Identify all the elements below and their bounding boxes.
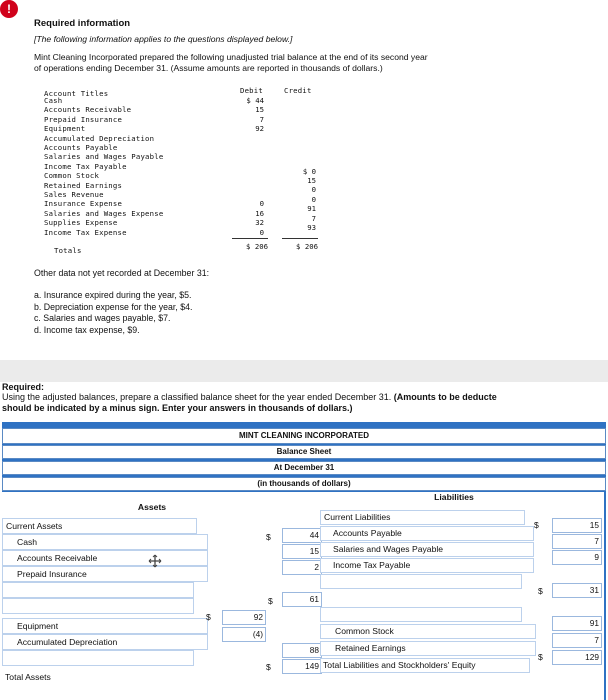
info-title: Required information (34, 18, 131, 29)
liabilities-heading: Liabilities (434, 492, 474, 502)
retained-earnings-input[interactable]: 7 (552, 633, 602, 648)
equipment-amount-input[interactable]: 92 (222, 610, 266, 625)
alert-icon: ! (0, 0, 18, 18)
total-assets-input[interactable]: 149 (282, 659, 322, 674)
statement-units: (in thousands of dollars) (2, 477, 606, 491)
ap-dollar-sign: $ (534, 520, 539, 530)
empty-liability-row[interactable] (320, 574, 522, 589)
tb-debit-value: 7 (259, 114, 264, 124)
tb-credit-value: 0 (311, 194, 316, 204)
tb-credit-value: 93 (307, 223, 316, 232)
accounts-receivable-input[interactable]: 15 (282, 544, 322, 559)
info-subtitle: [The following information applies to the questions displayed below.] (34, 34, 293, 44)
income-tax-payable-label[interactable]: Income Tax Payable (320, 558, 534, 573)
tb-account-name: Accounts Receivable (44, 105, 132, 115)
tb-account-name: Cash (44, 96, 63, 105)
tb-totals-label: Totals (54, 246, 82, 255)
total-assets-dollar-sign: $ (266, 662, 271, 672)
tb-credit-value: $ 0 (302, 166, 316, 176)
prepaid-insurance-input[interactable]: 2 (282, 560, 322, 575)
required-text-plain: Using the adjusted balances, prepare a classified balance sheet for the year ended December 31. (2, 392, 392, 402)
tb-header-credit: Credit (284, 86, 312, 95)
required-text (2, 392, 497, 402)
salaries-wages-payable-input[interactable]: 7 (552, 534, 602, 549)
tb-debit-value: 92 (255, 124, 264, 134)
tb-credit-value: 91 (307, 204, 316, 214)
tb-debit-value: 32 (255, 218, 264, 228)
tb-header-account: Account Titles (44, 89, 109, 98)
company-name: MINT CLEANING INCORPORATED (2, 428, 606, 444)
tb-debit-value: 16 (255, 208, 264, 218)
cash-dollar-sign: $ (266, 532, 271, 542)
tb-account-name: Equipment (44, 124, 86, 134)
tb-account-name: Retained Earnings (44, 180, 123, 190)
tb-account-name: Income Tax Payable (44, 161, 127, 171)
other-data-item: a. Insurance expired during the year, $5. (34, 290, 192, 300)
other-data-list (34, 290, 192, 336)
intro-line-2: of operations ending December 31. (Assume amounts are reported in thousands of dollars.) (34, 63, 383, 73)
tb-total-credit: $ 206 (296, 242, 318, 251)
tb-account-name: Accounts Payable (44, 143, 118, 152)
other-data-item: d. Income tax expense, $9. (34, 324, 140, 335)
balance-sheet (0, 422, 608, 700)
current-liabilities-total-input[interactable]: 31 (552, 583, 602, 598)
tb-credit-value: 0 (311, 185, 316, 195)
tb-debit-value: 0 (259, 227, 264, 237)
tb-account-name: Income Tax Expense (44, 227, 127, 237)
tb-debit-value: $ 44 (246, 96, 264, 105)
tb-credit-value: 15 (307, 176, 316, 185)
accumulated-depreciation-input[interactable]: (4) (222, 627, 266, 642)
current-liabilities-dollar-sign: $ (538, 586, 543, 596)
empty-liability-row[interactable] (320, 607, 522, 622)
empty-asset-row[interactable] (2, 650, 194, 666)
empty-asset-row[interactable] (2, 598, 194, 614)
tb-credit-value: 7 (311, 213, 316, 223)
salaries-wages-payable-label[interactable]: Salaries and Wages Payable (320, 542, 534, 557)
current-assets-dollar-sign: $ (268, 596, 273, 606)
tb-account-name: Salaries and Wages Payable (44, 152, 164, 162)
tb-account-name: Accumulated Depreciation (44, 133, 155, 143)
statement-date: At December 31 (2, 461, 606, 475)
current-liabilities-label: Current Liabilities (320, 510, 525, 525)
other-data-item: b. Depreciation expense for the year, $4. (34, 301, 193, 312)
common-stock-input[interactable]: 91 (552, 616, 602, 631)
assets-heading: Assets (137, 502, 167, 512)
current-assets-total-input[interactable]: 61 (282, 592, 322, 607)
required-text-bold: (Amounts to be deducte (393, 392, 497, 402)
tb-account-name: Sales Revenue (44, 190, 104, 199)
accumulated-depreciation-label[interactable]: Accumulated Depreciation (2, 634, 208, 650)
current-assets-label: Current Assets (2, 518, 197, 534)
required-text-line2: should be indicated by a minus sign. Enter your answers in thousands of dollars.) (2, 403, 353, 413)
cash-amount-input[interactable]: 44 (282, 528, 322, 543)
section-divider (0, 360, 608, 382)
tb-header-debit: Debit (240, 86, 263, 95)
retained-earnings-label[interactable]: Retained Earnings (320, 641, 536, 656)
intro-line-1: Mint Cleaning Incorporated prepared the following unadjusted trial balance at the end of its second year (34, 52, 428, 62)
equipment-dollar-sign: $ (206, 612, 211, 622)
required-label: Required: (2, 382, 45, 392)
tb-account-name: Common Stock (44, 171, 100, 181)
other-data-item: c. Salaries and wages payable, $7. (34, 313, 171, 323)
tb-account-name: Salaries and Wages Expense (44, 208, 164, 218)
total-assets-label: Total Assets (5, 672, 51, 682)
total-le-dollar-sign: $ (538, 652, 543, 662)
prepaid-insurance-label[interactable]: Prepaid Insurance (2, 566, 208, 582)
trial-balance-table (44, 86, 332, 261)
net-equipment-input[interactable]: 88 (282, 643, 322, 658)
tb-account-name: Supplies Expense (44, 218, 118, 228)
tb-account-name: Insurance Expense (44, 199, 123, 209)
tb-account-name: Prepaid Insurance (44, 114, 123, 124)
other-data-heading: Other data not yet recorded at December 31: (34, 268, 210, 278)
move-cursor-icon (148, 554, 162, 568)
common-stock-label[interactable]: Common Stock (320, 624, 536, 639)
total-liabilities-equity-label: Total Liabilities and Stockholders' Equity (320, 658, 530, 673)
cash-label[interactable]: Cash (2, 534, 208, 550)
accounts-payable-label[interactable]: Accounts Payable (320, 526, 534, 541)
accounts-receivable-label[interactable]: Accounts Receivable (2, 550, 208, 566)
tb-debit-value: 15 (255, 105, 264, 115)
income-tax-payable-input[interactable]: 9 (552, 550, 602, 565)
tb-total-debit: $ 206 (246, 242, 268, 251)
equipment-label[interactable]: Equipment (2, 618, 208, 634)
statement-name: Balance Sheet (2, 445, 606, 459)
accounts-payable-input[interactable]: 15 (552, 518, 602, 533)
total-liabilities-equity-input[interactable]: 129 (552, 650, 602, 665)
tb-credit-rule (282, 238, 318, 239)
tb-debit-rule (232, 238, 268, 239)
empty-asset-row[interactable] (2, 582, 194, 598)
tb-debit-value: 0 (259, 199, 264, 209)
